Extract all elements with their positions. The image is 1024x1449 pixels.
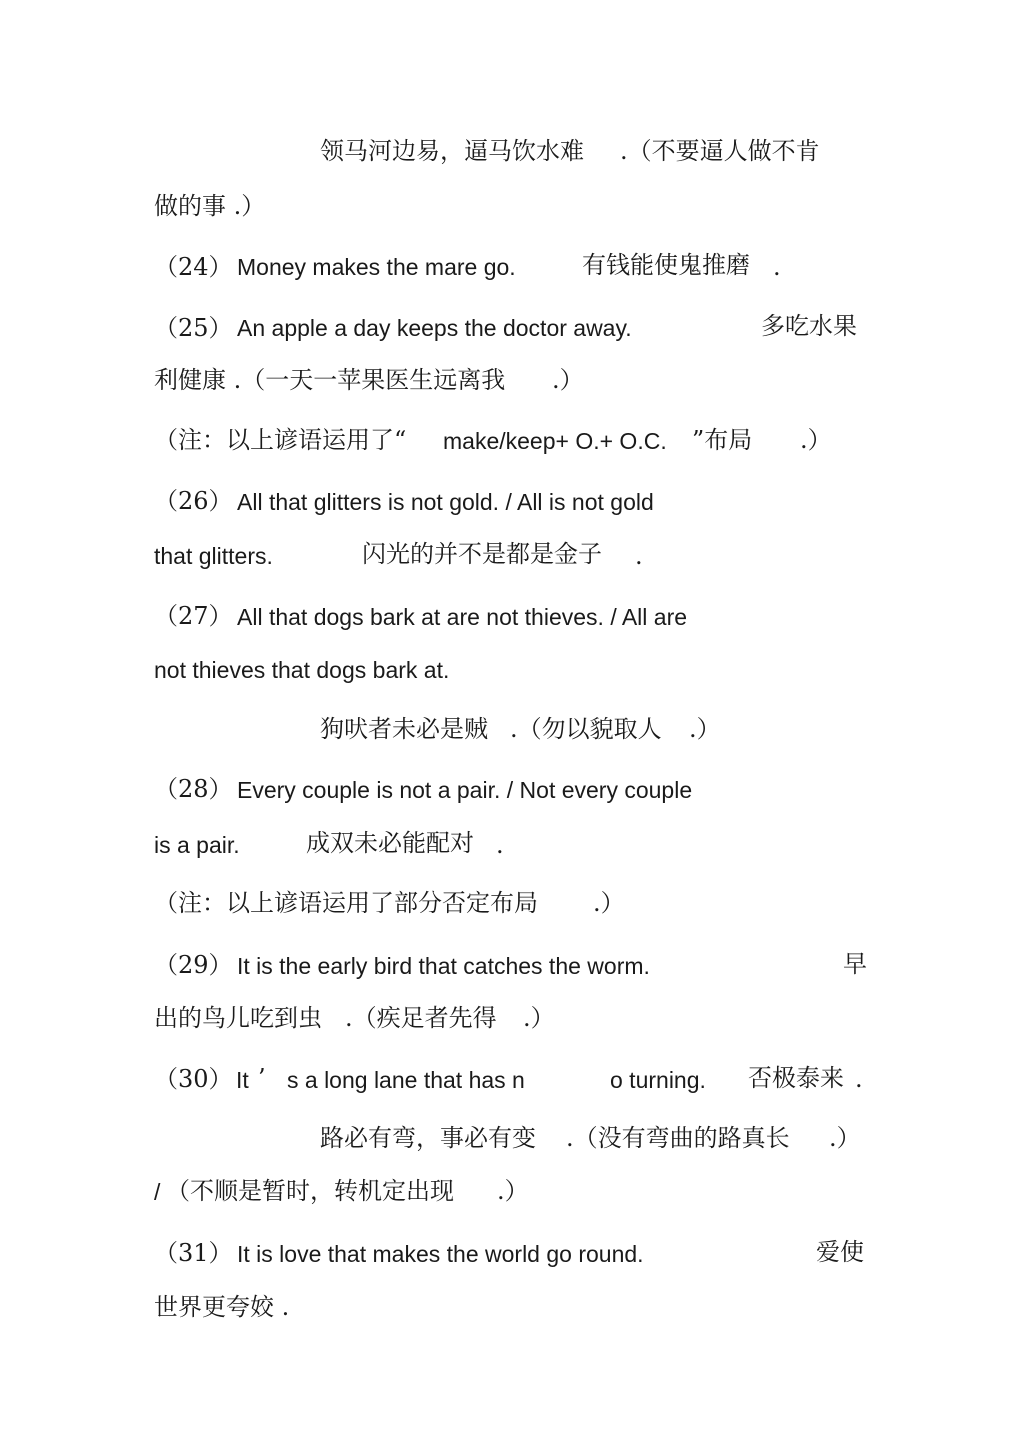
proverb-english: Money makes the mare go. (237, 254, 516, 280)
proverb-english: s a long lane that has n (287, 1067, 525, 1093)
proverb-chinese: 出的鸟儿吃到虫 (154, 1004, 322, 1032)
text-line: . (496, 831, 504, 859)
proverb-number: （25） (154, 314, 233, 342)
proverb-chinese: 世界更夸姣 . (154, 1293, 290, 1321)
note-line: .） (593, 889, 625, 917)
text-line: .） (523, 1004, 555, 1032)
proverb-english: not thieves that dogs bark at. (154, 657, 450, 683)
text-line: .（疾足者先得 (345, 1004, 497, 1032)
text-line: . (773, 253, 781, 281)
proverb-number: （24） (154, 253, 233, 281)
proverb-chinese: 闪光的并不是都是金子 (362, 540, 602, 568)
proverb-english: It is the early bird that catches the worm. (237, 953, 650, 979)
proverb-english: It is love that makes the world go round. (237, 1241, 644, 1267)
proverb-english: is a pair. (154, 832, 240, 858)
proverb-chinese: 成双未必能配对 (306, 829, 474, 857)
text-line: .（勿以貌取人 (510, 715, 662, 743)
proverb-english: All that dogs bark at are not thieves. / All are (237, 604, 688, 630)
text-line: 利健康 .（一天一苹果医生远离我 (154, 366, 506, 394)
proverb-chinese: 爱使 (816, 1238, 864, 1266)
proverb-number: （29） (154, 951, 233, 979)
proverb-english: that glitters. (154, 543, 273, 569)
text-line: .（没有弯曲的路真长 (566, 1124, 790, 1152)
proverb-english: Every couple is not a pair. / Not every couple (237, 777, 693, 803)
proverb-chinese: 多吃水果 (761, 312, 857, 340)
proverb-number: （31） (154, 1239, 233, 1267)
text-line: .） (689, 715, 721, 743)
text-line: 做的事 .） (154, 192, 266, 220)
note-line: （注：以上谚语运用了“ (154, 426, 407, 454)
text-line: .） (497, 1177, 529, 1205)
text-line: . (855, 1065, 863, 1093)
proverb-number: （30） (154, 1065, 233, 1093)
proverb-english: An apple a day keeps the doctor away. (237, 315, 632, 341)
text-line: ’ (258, 1064, 266, 1092)
proverb-chinese: 早 (843, 950, 867, 978)
text-line: 领马河边易，逼马饮水难 (320, 137, 584, 165)
text-line: .） (829, 1124, 861, 1152)
text-line: . (635, 542, 643, 570)
proverb-english: All that glitters is not gold. / All is not gold (237, 489, 654, 515)
text-line: .） (552, 366, 584, 394)
text-line: .（不要逼人做不肯 (620, 137, 820, 165)
proverb-number: （28） (154, 775, 233, 803)
text-line: （不顺是暂时，转机定出现 (166, 1177, 454, 1205)
proverb-chinese: 路必有弯，事必有变 (320, 1124, 536, 1152)
proverb-chinese: 有钱能使鬼推磨 (582, 251, 750, 279)
proverb-english: It (236, 1067, 249, 1093)
proverb-english: o turning. (610, 1067, 706, 1093)
note-line: ”布局 (692, 426, 753, 454)
note-formula: make/keep+ O.+ O.C. (443, 428, 667, 454)
note-line: （注：以上谚语运用了部分否定布局 (154, 889, 538, 917)
proverb-chinese: 狗吠者未必是贼 (320, 715, 488, 743)
text-line: / (154, 1179, 161, 1205)
proverb-chinese: 否极泰来 (748, 1064, 844, 1092)
note-line: .） (800, 426, 832, 454)
proverb-number: （27） (154, 602, 233, 630)
proverb-number: （26） (154, 487, 233, 515)
